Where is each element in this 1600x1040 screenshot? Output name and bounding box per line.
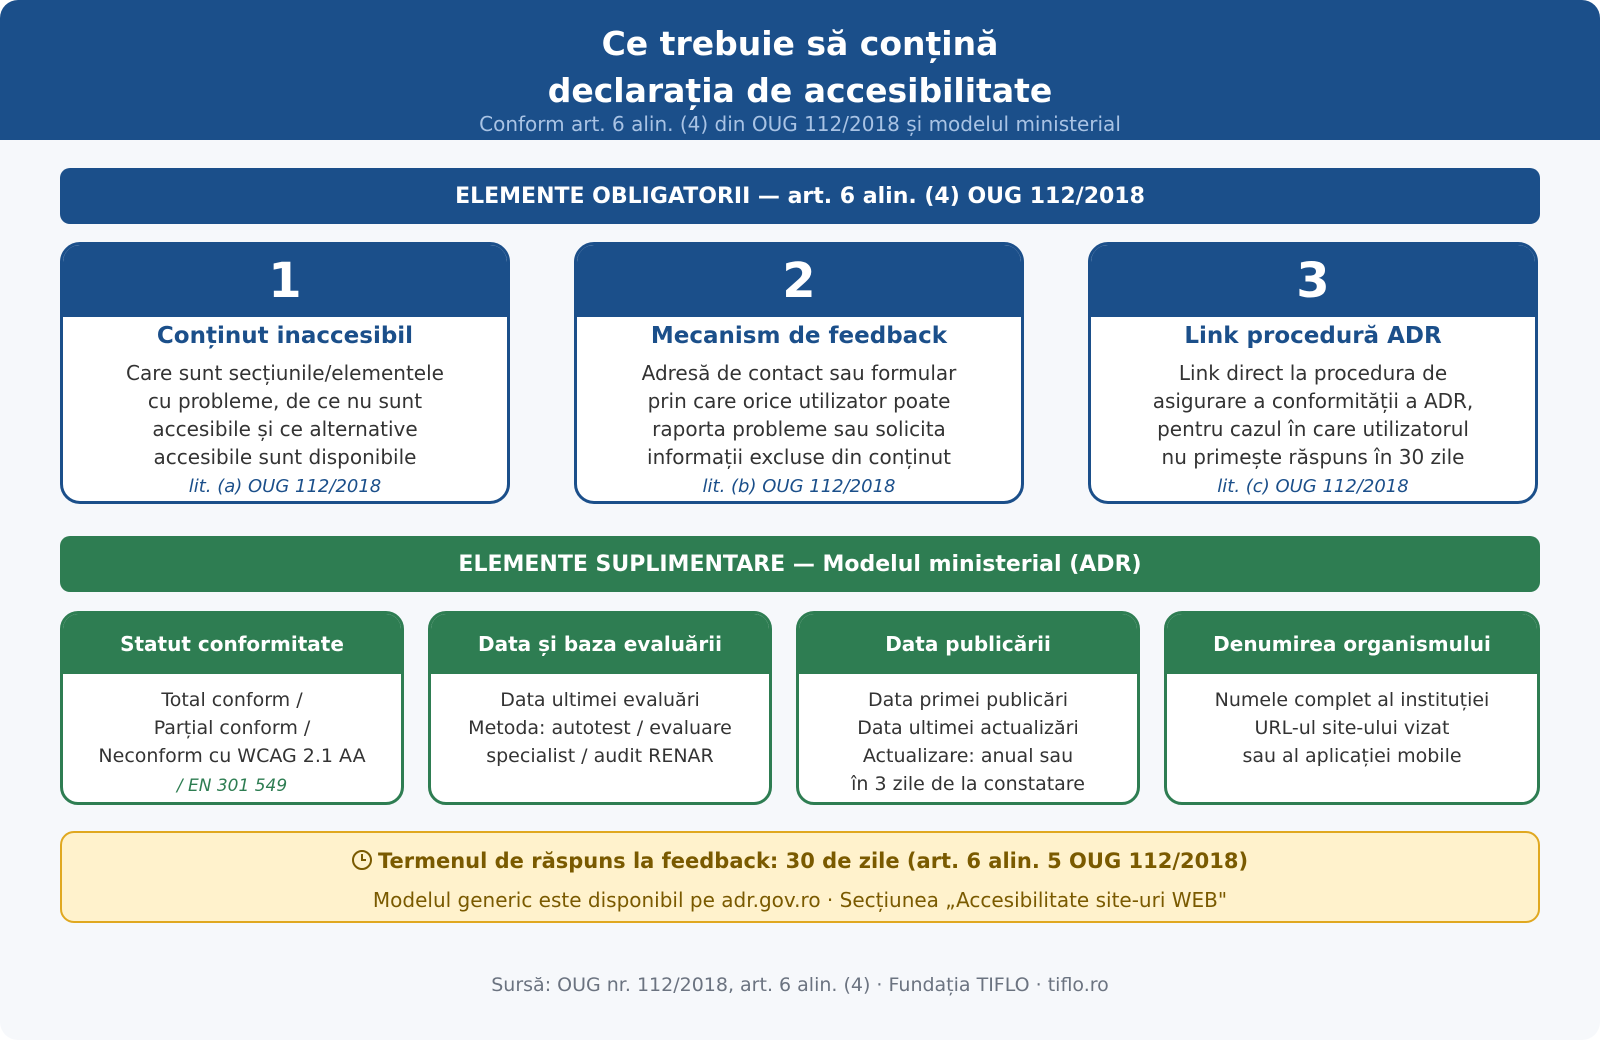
card-title: Conținut inaccesibil [156,323,414,349]
page-title-line-1: Ce trebuie să conțină [601,24,999,63]
card-title: Data și baza evaluării [431,614,769,674]
supplementary-card-publication-date [796,611,1140,805]
clock-icon [352,850,372,870]
supplementary-card-compliance-status [60,611,404,805]
card-line: Data ultimei evaluări [500,689,700,711]
card-line: sau al aplicației mobile [1242,745,1462,767]
mandatory-banner: ELEMENTE OBLIGATORII — art. 6 alin. (4) OUG 112/2018 [60,168,1540,224]
card-line: Numele complet al instituției [1214,689,1490,711]
card-legal-reference: / EN 301 549 [176,776,288,796]
card-title: Statut conformitate [63,614,401,674]
mandatory-card-1 [60,242,510,504]
card-description [599,359,999,471]
note-headline [62,849,1538,873]
card-line: URL-ul site-ului vizat [1254,717,1450,739]
card-line: accesibile și ce alternative [152,417,418,441]
card-description [799,686,1137,798]
card-legal-reference: lit. (c) OUG 112/2018 [1217,476,1409,497]
card-description [1167,686,1537,770]
mandatory-card-2 [574,242,1024,504]
card-line: raporta probleme sau solicita [652,417,946,441]
card-line: prin care orice utilizator poate [647,389,951,413]
card-line: în 3 zile de la constatare [851,773,1085,795]
note-detail: Modelul generic este disponibil pe adr.gov.ro · Secțiunea „Accesibilitate site-uri WEB" [372,888,1228,912]
card-line: nu primește răspuns în 30 zile [1161,445,1465,469]
card-line: specialist / audit RENAR [486,745,714,767]
feedback-deadline-note [60,831,1540,923]
page-title-line-2: declarația de accesibilitate [547,71,1053,110]
card-line: Care sunt secțiunile/elementele [126,361,444,385]
card-line: informații excluse din conținut [647,445,951,469]
card-number: 1 [63,245,507,317]
card-line: cu probleme, de ce nu sunt [147,389,423,413]
card-line: Metoda: autotest / evaluare [468,717,732,739]
card-line: pentru cazul în care utilizatorul [1157,417,1469,441]
card-description [85,359,485,471]
card-line: Link direct la procedura de [1178,361,1448,385]
mandatory-card-3 [1088,242,1538,504]
supplementary-card-evaluation [428,611,772,805]
card-title: Data publicării [799,614,1137,674]
note-headline-text: Termenul de răspuns la feedback: 30 de zile (art. 6 alin. 5 OUG 112/2018) [377,849,1249,873]
card-number: 2 [577,245,1021,317]
card-number: 3 [1091,245,1535,317]
page-subtitle: Conform art. 6 alin. (4) din OUG 112/2018 și modelul ministerial [479,112,1121,136]
card-line: Data primei publicări [868,689,1068,711]
card-line: Data ultimei actualizări [857,717,1079,739]
supplementary-banner: ELEMENTE SUPLIMENTARE — Modelul ministerial (ADR) [60,536,1540,592]
supplementary-card-organization [1164,611,1540,805]
card-line: Actualizare: anual sau [862,745,1074,767]
card-legal-reference: lit. (b) OUG 112/2018 [702,476,896,497]
card-title: Link procedură ADR [1184,323,1442,349]
source-footer: Sursă: OUG nr. 112/2018, art. 6 alin. (4) · Fundația TIFLO · tiflo.ro [491,974,1109,996]
card-line: accesibile sunt disponibile [153,445,417,469]
card-line: Neconform cu WCAG 2.1 AA [98,745,366,767]
card-description [431,686,769,770]
card-title: Mecanism de feedback [650,323,948,349]
card-legal-reference: lit. (a) OUG 112/2018 [188,476,382,497]
card-line: Total conform / [161,689,303,711]
card-description [1113,359,1513,471]
card-line: Adresă de contact sau formular [641,361,957,385]
card-line: Parțial conform / [153,717,311,739]
card-description [63,686,401,770]
header [0,0,1600,140]
card-line: asigurare a conformității a ADR, [1152,389,1474,413]
card-title: Denumirea organismului [1167,614,1537,674]
